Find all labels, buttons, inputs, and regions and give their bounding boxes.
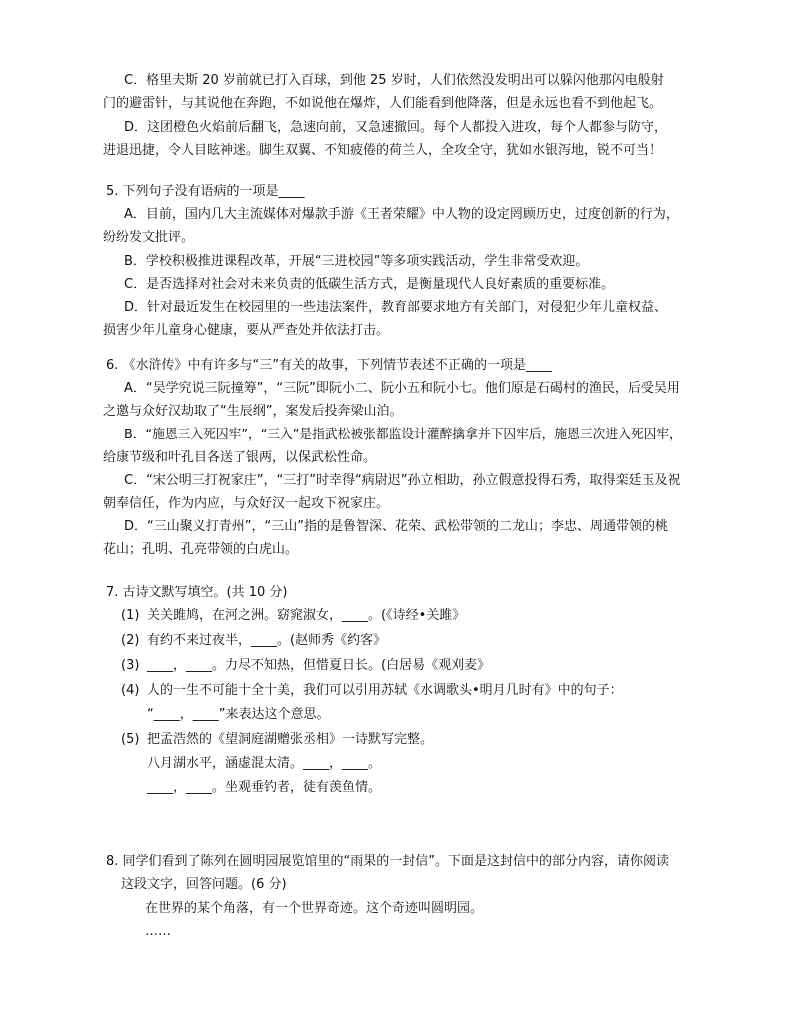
q8-stem-line1: 8. 同学们看到了陈列在圆明园展览馆里的“雨果的一封信”。下面是这封信中的部分内容，请你阅读: [106, 854, 670, 869]
q6-option-c-line1: C．“宋公明三打祝家庄”，“三打”时幸得“病尉迟”孙立相助，孙立假意投得石秀，取得栾廷玉及祝: [124, 473, 681, 488]
q5-option-a-line2: 纷纷发文批评。: [103, 230, 195, 245]
q8-passage: 在世界的某个角落，有一个世界奇迹。这个奇迹叫圆明园。: [145, 901, 484, 916]
q5-stem: 5. 下列句子没有语病的一项是____: [106, 184, 305, 199]
q4-option-c-line1: C．格里夫斯 20 岁前就已打入百球，到他 25 岁时，人们依然没发明出可以躲闪他那闪电般射: [124, 73, 664, 88]
q4-option-d-line1: D．这团橙色火焰前后翻飞，急速向前，又急速撤回。每个人都投入进攻，每个人都参与防守，: [124, 120, 668, 135]
q7-item3-number: (3): [121, 658, 140, 673]
q6-option-d-line1: D．“三山聚义打青州”，“三山”指的是鲁智深、花荣、武松带领的二龙山；李忠、周通带领的桃: [124, 519, 668, 534]
q5-option-a-line1: A．目前，国内几大主流媒体对爆款手游《王者荣耀》中人物的设定罔顾历史，过度创新的行为，: [124, 207, 679, 222]
q6-option-c-line2: 朝奉信任，作为内应，与众好汉一起攻下祝家庄。: [103, 496, 390, 511]
q7-item4-text-line2: “____，____”来表达这个意思。: [147, 707, 330, 722]
q7-item4-text: 人的一生不可能十全十美，我们可以引用苏轼《水调歌头•明月几时有》中的句子：: [147, 683, 623, 698]
q6-option-b-line2: 给康节级和叶孔目各送了银两，以保武松性命。: [103, 450, 377, 465]
q5-option-b: B．学校积极推进课程改革，开展“三进校园”等多项实践活动，学生非常受欢迎。: [124, 254, 589, 269]
q7-item1-number: (1): [121, 608, 140, 623]
q7-item2-text: 有约不来过夜半，____。(赵师秀《约客》: [147, 633, 387, 648]
q7-item5-poem-line2: ____，____。坐观垂钓者，徒有羡鱼情。: [147, 780, 382, 795]
q7-item4-number: (4): [121, 683, 140, 698]
q7-item1-text: 关关雎鸠，在河之洲。窈窕淑女，____。(《诗经•关雎》: [147, 608, 466, 623]
q5-option-d-line1: D．针对最近发生在校园里的一些违法案件，教育部要求地方有关部门，对侵犯少年儿童权益、: [124, 300, 668, 315]
q6-option-a-line2: 之邀与众好汉劫取了“生辰纲”，案发后投奔梁山泊。: [103, 404, 403, 419]
q4-option-c-line2: 门的避雷针，与其说他在奔跑，不如说他在爆炸，人们能看到他降落，但是永远也看不到他起飞。: [103, 96, 663, 111]
q7-item3-text: ____，____。力尽不知热，但惜夏日长。(白居易《观刈麦》: [147, 658, 491, 673]
q7-stem: 7. 古诗文默写填空。(共 10 分): [106, 585, 288, 600]
q6-option-a-line1: A．“吴学究说三阮撞筹”，“三阮”即阮小二、阮小五和阮小七。他们原是石碣村的渔民，后受吴用: [124, 381, 680, 396]
q7-item5-text: 把孟浩然的《望洞庭湖赠张丞相》一诗默写完整。: [147, 732, 434, 747]
q7-item5-number: (5): [121, 732, 140, 747]
q5-option-d-line2: 损害少年儿童身心健康，要从严查处并依法打击。: [103, 323, 390, 338]
q6-option-d-line2: 花山；孔明、孔亮带领的白虎山。: [103, 542, 299, 557]
q8-stem-line2: 这段文字，回答问题。(6 分): [121, 877, 287, 892]
q4-option-d-line2: 进退迅捷，令人目眩神迷。脚生双翼、不知疲倦的荷兰人，全攻全守，犹如水银泻地，锐不可当！: [103, 143, 663, 158]
q8-ellipsis: ……: [145, 924, 171, 939]
q7-item2-number: (2): [121, 633, 140, 648]
q6-option-b-line1: B．“施恩三入死囚牢”，“三入”是指武松被张都监设计灌醉擒拿并下囚牢后，施恩三次进入死囚牢，: [124, 427, 682, 442]
q5-option-c: C．是否选择对社会对未来负责的低碳生活方式，是衡量现代人良好素质的重要标准。: [124, 277, 615, 292]
q7-item5-poem-line1: 八月湖水平，涵虚混太清。____，____。: [147, 756, 382, 771]
q6-stem: 6. 《水浒传》中有许多与“三”有关的故事，下列情节表述不正确的一项是____: [106, 358, 553, 373]
